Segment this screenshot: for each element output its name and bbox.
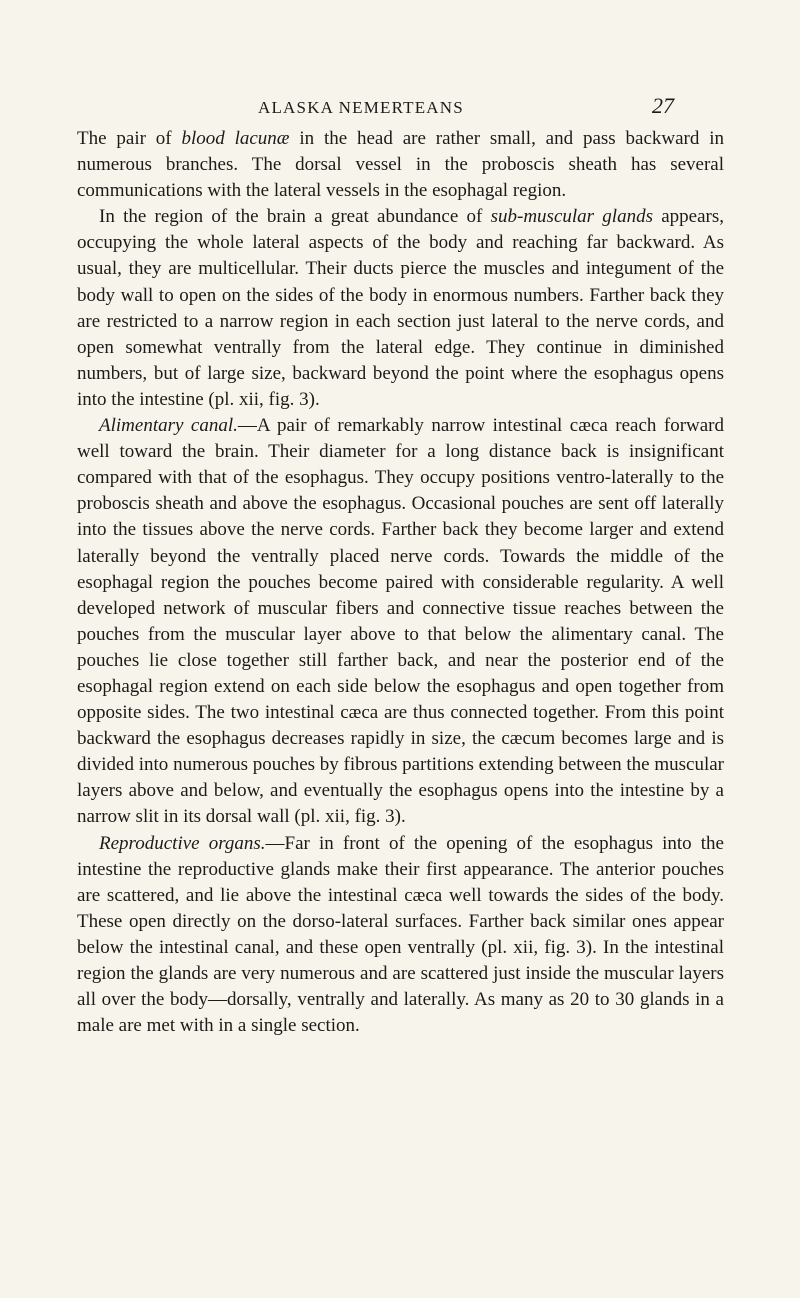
paragraph-alimentary-canal <box>77 413 724 831</box>
section-heading-italic: Alimentary canal. <box>99 415 238 437</box>
text-run: In the region of the brain a great abundance of <box>99 206 491 228</box>
section-heading-italic: Reproductive organs. <box>99 832 266 854</box>
paragraph-reproductive-organs <box>77 831 724 1040</box>
page-number: 27 <box>652 93 674 118</box>
text-run: —Far in front of the opening of the esophagus into the intestine the reproductive glands make their first appearance. The anterior pouches are scattered, and lie above the intestinal cæca well towards the sides of the body. These open directly on the dorso-lateral surfaces. Farther back similar ones appear below the intestinal canal, and these open ventrally (pl. xii, fig. 3). In the intestinal region the glands are very numerous and are scattered just inside the muscular layers all over the body—dorsally, ventrally and laterally. As many as 20 to 30 glands in a male are met with in a single section. <box>77 832 724 1037</box>
text-run: —A pair of remarkably narrow intestinal cæca reach forward well toward the brain. Their diameter for a long distance back is insignificant compared with that of the esophagus. They occupy positions ventro-laterally to the proboscis sheath and above the esophagus. Occasional pouches are sent off laterally into the tissues above the nerve cords. Farther back they become larger and extend laterally beyond the ventrally placed nerve cords. Towards the middle of the esophagal region the pouches become paired with considerable regularity. A well developed network of muscular fibers and connective tissue reaches between the pouches from the muscular layer above to that below the alimentary canal. The pouches lie close together still farther back, and near the posterior end of the esophagal region extend on each side below the esophagus and open together from opposite sides. The two intestinal cæca are thus connected together. From this point backward the esophagus decreases rapidly in size, the cæcum becomes large and is divided into numerous pouches by fibrous partitions extending between the muscular layers above and below, and eventually the esophagus opens into the intestine by a narrow slit in its dorsal wall (pl. xii, fig. 3). <box>77 415 724 828</box>
text-run: appears, occupying the whole lateral aspects of the body and reaching far backward. As usual, they are multicellular. Their ducts pierce the muscles and integument of the body wall to open on the sides of the body in enormous numbers. Farther back they are restricted to a narrow region in each section just lateral to the nerve cords, and open somewhat ventrally from the lateral edge. They continue in diminished numbers, but of large size, backward beyond the point where the esophagus opens into the intestine (pl. xii, fig. 3). <box>77 206 725 410</box>
text-run: in the head are rather small, and pass backward in numerous branches. The dorsal vessel in the proboscis sheath has several communications with the lateral vessels in the esophagal region. <box>77 128 724 202</box>
running-title: ALASKA NEMERTEANS <box>258 98 464 117</box>
body-text <box>77 126 724 1039</box>
text-run: The pair of <box>77 128 182 149</box>
italic-term: sub-muscular glands <box>490 206 653 228</box>
paragraph-blood-lacunae <box>77 126 724 204</box>
paragraph-sub-muscular-glands <box>77 204 724 413</box>
italic-term: blood lacunæ <box>181 128 290 149</box>
